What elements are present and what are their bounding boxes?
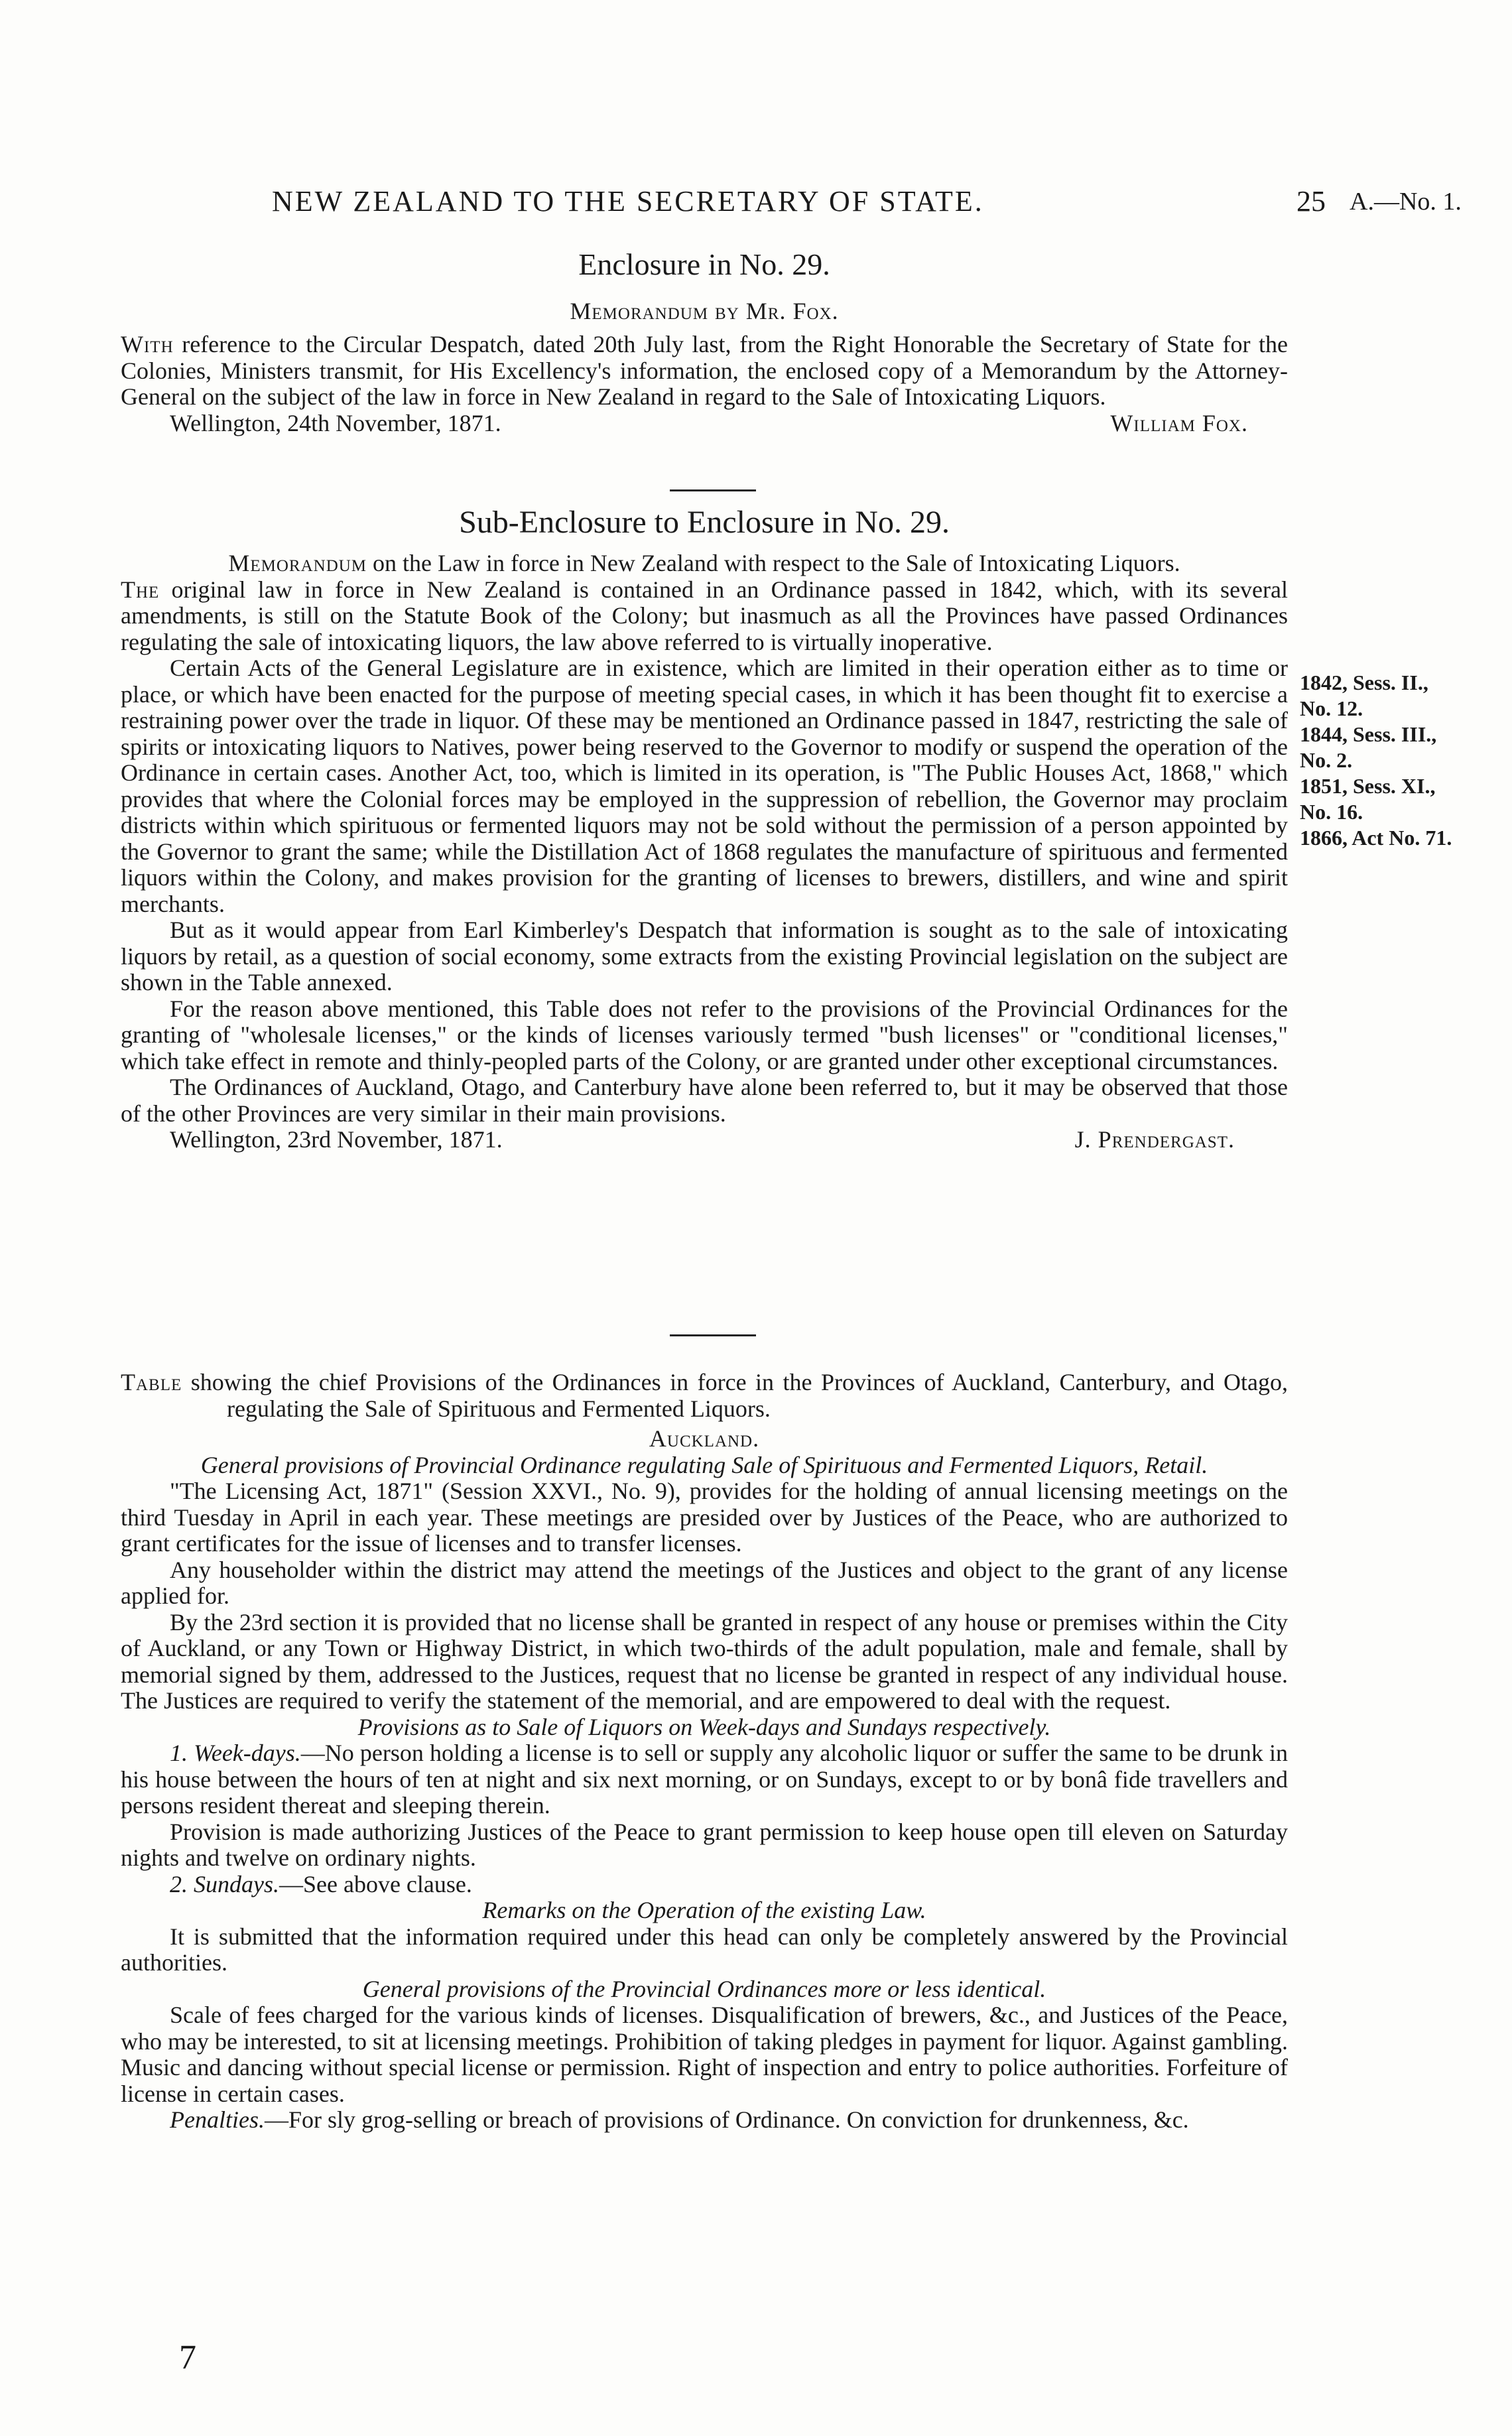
paragraph-text: original law in force in New Zealand is contained in an Ordinance passed in 1842, which, with its several amendments, is still on the Statute Book of the Colony; but inasmuch as all the Provinces have passed Ordinances regulating the sale of intoxicating liquors, the law above referred to is virtually inoperative. bbox=[121, 576, 1288, 655]
subheading-remarks: Remarks on the Operation of the existing Law. bbox=[482, 1897, 926, 1923]
paragraph: By the 23rd section it is provided that no license shall be granted in respect of any house or premises within the City of Auckland, or any Town or Highway District, in which two-thirds of the adult population, male and female, shall by memorial signed by them, addressed to the Justices, request that no license be granted in respect of any individual house. The Justices are required to verify the statement of the memorial, and are empowered to deal with the request. bbox=[121, 1608, 1288, 1714]
signature: William Fox. bbox=[1110, 409, 1248, 436]
margin-note: 1851, Sess. XI., bbox=[1300, 774, 1436, 798]
paper-reference: A.—No. 1. bbox=[1350, 188, 1462, 216]
lead-word: Table bbox=[121, 1369, 182, 1395]
lead-word: With bbox=[121, 331, 174, 357]
subheading-general: General provisions of Provincial Ordinance regulating Sale of Spirituous and Fermented Liquors, Retail. bbox=[200, 1451, 1208, 1478]
paragraph: It is submitted that the information required under this head can only be completely answered by the Provincial authorities. bbox=[121, 1923, 1288, 1976]
clause-label: 1. Week-days. bbox=[170, 1740, 301, 1766]
sub-enclosure-body bbox=[121, 550, 1288, 1153]
margin-note: 1842, Sess. II., bbox=[1300, 671, 1428, 694]
lead-word: The bbox=[121, 576, 160, 603]
sub-enclosure-signoff bbox=[121, 1127, 1288, 1153]
place-date: Wellington, 23rd November, 1871. bbox=[170, 1126, 503, 1153]
table-section bbox=[121, 1370, 1288, 2134]
clause-text: —For sly grog-selling or breach of provisions of Ordinance. On conviction for drunkenness, &c. bbox=[264, 2106, 1189, 2133]
margin-notes bbox=[1300, 670, 1499, 851]
enclosure-paragraph bbox=[121, 332, 1288, 411]
paragraph: But as it would appear from Earl Kimberley's Despatch that information is sought as to the sale of intoxicating liquors by retail, as a question of social economy, some extracts from the existing Provincial legislation on the subject are shown in the Table annexed. bbox=[121, 917, 1288, 995]
paragraph: Certain Acts of the General Legislature are in existence, which are limited in their operation either as to time or place, or which have been enacted for the purpose of meeting special cases, in which it has been thought fit to exercise a restraining power over the trade in liquor. Of these may be mentioned an Ordinance passed in 1847, restricting the sale of spirits or intoxicating liquors to Natives, power being reserved to the Governor to modify or suspend the operation of the Ordinance in certain cases. Another Act, too, which is limited in its operation, is "The Public Houses Act, 1868," which provides that where the Colonial forces may be employed in the suppression of rebellion, the Governor may proclaim districts within which spirituous or fermented liquors may not be sold without the permission of a person appointed by the Governor to grant the same; while the Distillation Act of 1868 regulates the manufacture of spirituous and fermented liquors within the Colony, and makes provision for the granting of licenses to brewers, distillers, and wine and spirit merchants. bbox=[121, 655, 1288, 917]
clause-label: 2. Sundays. bbox=[170, 1870, 279, 1897]
running-header-title: NEW ZEALAND TO THE SECRETARY OF STATE. bbox=[272, 185, 984, 218]
page-number: 25 bbox=[1296, 185, 1326, 218]
margin-note: 1866, Act No. 71. bbox=[1300, 826, 1452, 850]
margin-note: No. 12. bbox=[1300, 696, 1363, 720]
enclosure-heading: Enclosure in No. 29. bbox=[578, 247, 830, 281]
clause-text: —No person holding a license is to sell or supply any alcoholic liquor or suffer the same to be drunk in his house between the hours of ten at night and six next morning, or on Sundays, except to or by bonâ fide travellers and persons resident thereat and sleeping therein. bbox=[121, 1740, 1288, 1819]
margin-note: No. 16. bbox=[1300, 800, 1363, 824]
enclosure-text: reference to the Circular Despatch, dated 20th July last, from the Right Honorable the Secretary of State for the Colonies, Ministers transmit, for His Excellency's information, the enclosed copy of a Memorandum by the Attorney-General on the subject of the law in force in New Zealand in regard to the Sale of Intoxicating Liquors. bbox=[121, 331, 1288, 410]
divider bbox=[670, 489, 756, 491]
paragraph: For the reason above mentioned, this Table does not refer to the provisions of the Provincial Ordinances for the granting of "wholesale licenses," or the kinds of licenses variously termed "bush licenses" or "conditional licenses," which take effect in remote and thinly-peopled parts of the Colony, or are granted under other exceptional circumstances. bbox=[121, 995, 1288, 1074]
margin-note: 1844, Sess. III., bbox=[1300, 722, 1437, 746]
enclosure-body bbox=[121, 332, 1288, 436]
printer-signature-mark: 7 bbox=[179, 2339, 196, 2376]
signature: J. Prendergast. bbox=[1074, 1126, 1235, 1153]
lead-word: Memorandum bbox=[228, 550, 367, 576]
paragraph bbox=[121, 577, 1288, 656]
place-date: Wellington, 24th November, 1871. bbox=[170, 409, 501, 436]
province-heading: Auckland. bbox=[649, 1425, 760, 1452]
memorandum-title bbox=[121, 550, 1288, 577]
margin-note: No. 2. bbox=[1300, 748, 1353, 772]
subheading-days: Provisions as to Sale of Liquors on Week-days and Sundays respectively. bbox=[357, 1713, 1051, 1740]
memo-title-text: on the Law in force in New Zealand with respect to the Sale of Intoxicating Liquors. bbox=[373, 550, 1180, 576]
divider bbox=[670, 1334, 756, 1336]
paragraph: Any householder within the district may attend the meetings of the Justices and object to the grant of any license applied for. bbox=[121, 1556, 1288, 1609]
paragraph: "The Licensing Act, 1871" (Session XXVI., No. 9), provides for the holding of annual licensing meetings on the third Tuesday in April in each year. These meetings are presided over by Justices of the Peace, who are authorized to grant certificates for the issue of licenses and to transfer licenses. bbox=[121, 1478, 1288, 1557]
sub-enclosure-heading: Sub-Enclosure to Enclosure in No. 29. bbox=[459, 505, 950, 540]
table-title-text: showing the chief Provisions of the Ordinances in force in the Provinces of Auckland, Canterbury, and Otago, regulating the Sale of Spirituous and Fermented Liquors. bbox=[190, 1369, 1289, 1422]
table-title bbox=[121, 1370, 1288, 1422]
paragraph-weekdays bbox=[121, 1740, 1288, 1819]
paragraph: Provision is made authorizing Justices of the Peace to grant permission to keep house open till eleven on Saturday nights and twelve on ordinary nights. bbox=[121, 1818, 1288, 1871]
clause-text: —See above clause. bbox=[279, 1870, 472, 1897]
paragraph: Scale of fees charged for the various kinds of licenses. Disqualification of brewers, &c., and Justices of the Peace, who may be interested, to sit at licensing meetings. Prohibition of taking pledges in payment for liquor. Against gambling. Music and dancing without special license or permission. Right of inspection and entry to police authorities. Forfeiture of license in certain cases. bbox=[121, 2002, 1288, 2107]
subheading-identical: General provisions of the Provincial Ordinances more or less identical. bbox=[362, 1975, 1046, 2002]
paragraph-penalties bbox=[121, 2107, 1288, 2134]
paragraph: The Ordinances of Auckland, Otago, and Canterbury have alone been referred to, but it may be observed that those of the other Provinces are very similar in their main provisions. bbox=[121, 1074, 1288, 1127]
paragraph-sundays bbox=[121, 1872, 1288, 1898]
enclosure-signoff bbox=[121, 411, 1288, 437]
memorandum-heading: Memorandum by Mr. Fox. bbox=[570, 298, 839, 324]
clause-label: Penalties. bbox=[170, 2106, 265, 2133]
